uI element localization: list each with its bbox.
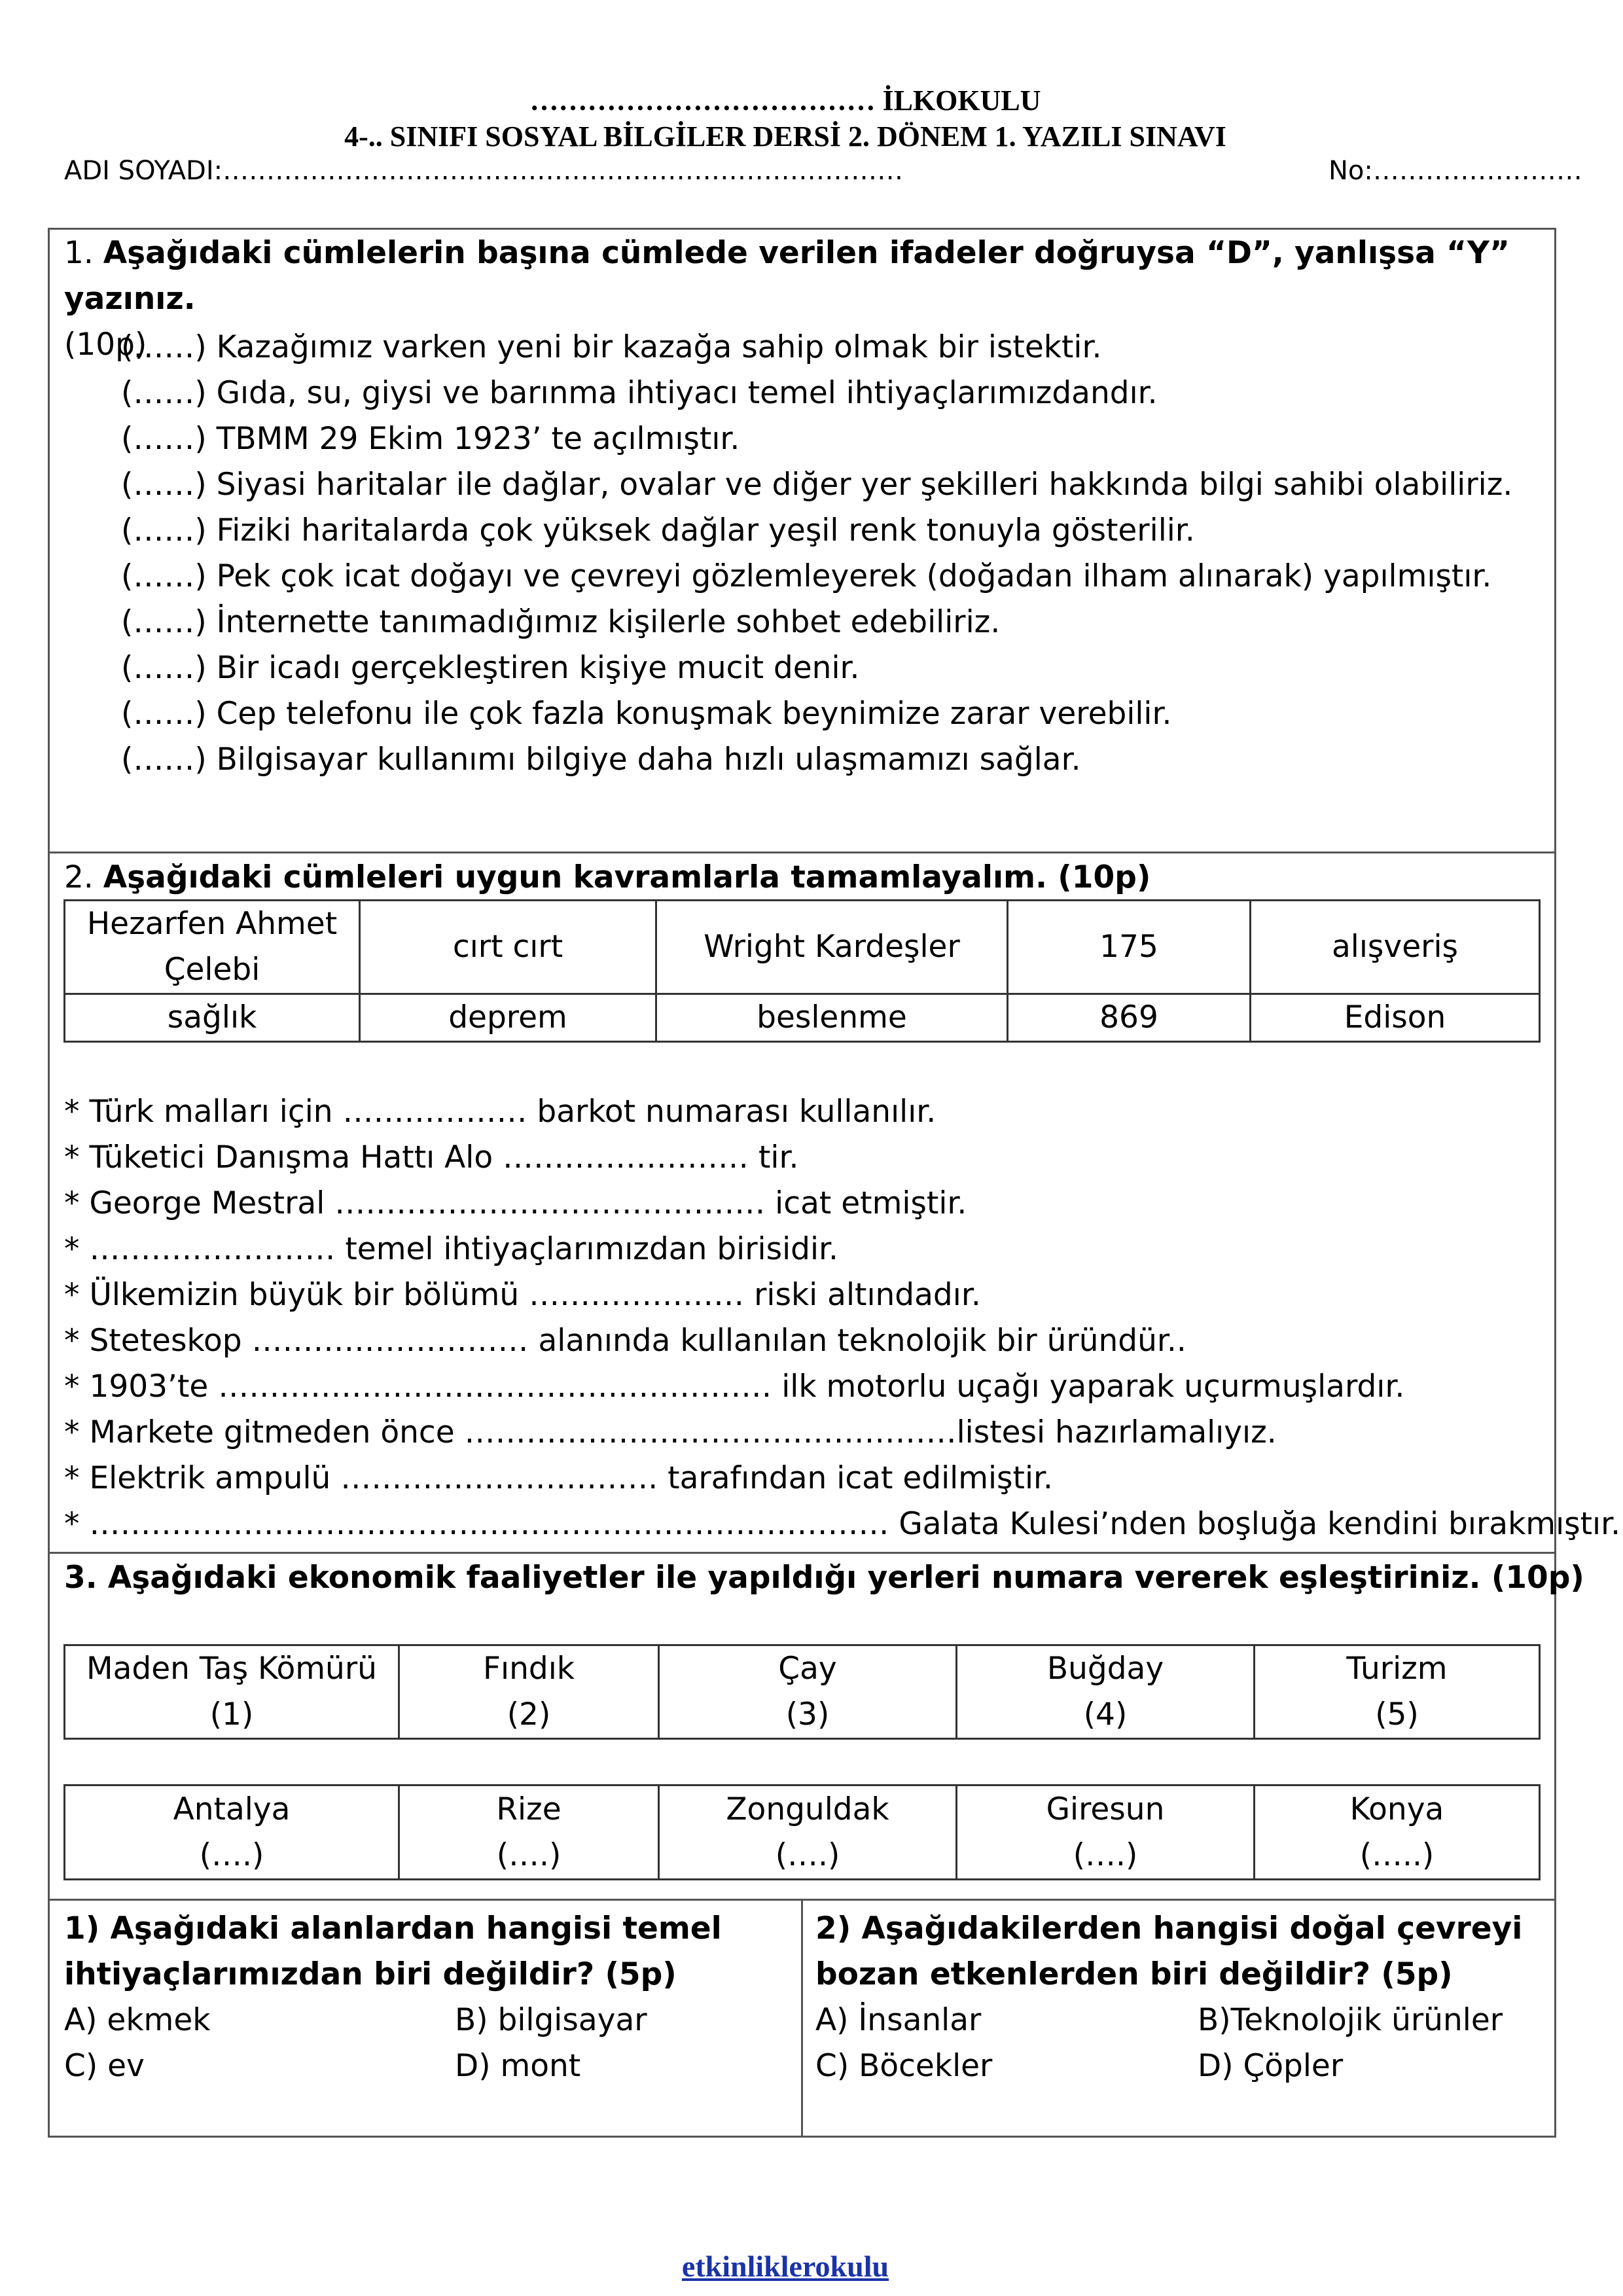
word-cell: 869 [1008, 994, 1251, 1042]
tf-item: (……) Gıda, su, giysi ve barınma ihtiyacı temel ihtiyaçlarımızdandır. [121, 375, 1158, 411]
question-3-title [64, 1555, 1584, 1601]
mc2-option-b: B)Teknolojik ürünler [1198, 2002, 1503, 2038]
fill-blank-sentence: * Steteskop ……………………… alanında kullanılan teknolojik bir üründür.. [64, 1323, 1186, 1359]
fill-blank-sentence: * …………………………………………………………………… Galata Kulesi’nden boşluğa kendini bırakmıştır. [64, 1506, 1621, 1542]
school-name: ……………………………… İLKOKULU [529, 84, 1041, 117]
question-2-title [64, 855, 1150, 901]
tf-item: (……) Kazağımız varken yeni bir kazağa sahip olmak bir istektir. [121, 329, 1102, 365]
name-field: ADI SOYADI:…………………………………………………………………… [64, 156, 904, 186]
word-bank-table [63, 899, 1541, 1043]
mc2-option-d: D) Çöpler [1198, 2048, 1344, 2084]
place-cell: Konya (…..) [1255, 1785, 1540, 1880]
fill-blank-sentence: * Elektrik ampulü …………………………. tarafından icat edilmiştir. [64, 1460, 1053, 1496]
fill-blank-sentence: * George Mestral …………………………………… icat etmiştir. [64, 1185, 967, 1221]
question-text: 3. Aşağıdaki ekonomik faaliyetler ile yapıldığı yerleri numara vererek eşleştiriniz. (10p) [64, 1560, 1584, 1596]
column-divider [801, 1901, 803, 2136]
place-cell: Rize (….) [399, 1785, 659, 1880]
question-text: Aşağıdaki cümlelerin başına cümlede verilen ifadeler doğruysa “D”, yanlışsa “Y” yazınız. [64, 235, 1510, 317]
question-number: 1. [64, 235, 94, 271]
mc2-option-c: C) Böcekler [815, 2048, 993, 2084]
tf-item: (……) Pek çok icat doğayı ve çevreyi gözlemleyerek (doğadan ilham alınarak) yapılmıştır. [121, 558, 1492, 594]
place-cell: Antalya (….) [65, 1785, 399, 1880]
tf-item: (……) Bir icadı gerçekleştiren kişiye mucit denir. [121, 650, 860, 686]
fill-blank-sentence: * 1903’te ……………………………………………… ilk motorlu uçağı yaparak uçurmuşlardır. [64, 1369, 1405, 1405]
word-cell: Edison [1251, 994, 1540, 1042]
activity-cell: Fındık (2) [399, 1645, 659, 1739]
tf-item: (……) Cep telefonu ile çok fazla konuşmak beynimize zarar verebilir. [121, 696, 1172, 732]
word-cell: Hezarfen Ahmet Çelebi [65, 901, 360, 994]
mc-question-2: 2) Aşağıdakilerden hangisi doğal çevreyi bozan etkenlerden biri değildir? (5p) [815, 1910, 1523, 1992]
tf-item: (……) TBMM 29 Ekim 1923’ te açılmıştır. [121, 421, 740, 457]
question-text: Aşağıdaki cümleleri uygun kavramlarla tamamlayalım. (10p) [103, 859, 1151, 895]
fill-blank-sentence: * Ülkemizin büyük bir bölümü ………………… riski altındadır. [64, 1277, 981, 1313]
place-cell: Zonguldak (….) [659, 1785, 957, 1880]
word-cell: alışveriş [1251, 901, 1540, 994]
activity-cell: Çay (3) [659, 1645, 957, 1739]
places-table [63, 1784, 1541, 1880]
tf-item: (……) Siyasi haritalar ile dağlar, ovalar ve diğer yer şekilleri hakkında bilgi sahibi olabiliriz. [121, 467, 1513, 503]
tf-item: (……) Bilgisayar kullanımı bilgiye daha hızlı ulaşmamızı sağlar. [121, 742, 1081, 778]
mc1-option-b: B) bilgisayar [455, 2002, 647, 2038]
footer-link[interactable]: etkinliklerokulu [681, 2250, 889, 2283]
mc2-option-a: A) İnsanlar [815, 2002, 982, 2038]
mc1-option-d: D) mont [455, 2048, 581, 2084]
mc1-option-c: C) ev [64, 2048, 145, 2084]
word-cell: Wright Kardeşler [656, 901, 1008, 994]
word-cell: deprem [360, 994, 656, 1042]
exam-title: 4-.. SINIFI SOSYAL BİLGİLER DERSİ 2. DÖNEM 1. YAZILI SINAVI [344, 120, 1226, 152]
tf-item: (……) İnternette tanımadığımız kişilerle sohbet edebiliriz. [121, 604, 1001, 640]
place-cell: Giresun (….) [957, 1785, 1255, 1880]
number-field: No:…………………… [1329, 156, 1582, 186]
fill-blank-sentence: * Türk malları için ……………… barkot numarası kullanılır. [64, 1094, 936, 1130]
fill-blank-sentence: * Markete gitmeden önce …………………………………………listesi hazırlamalıyız. [64, 1414, 1277, 1450]
mc-question-1: 1) Aşağıdaki alanlardan hangisi temel ihtiyaçlarımızdan biri değildir? (5p) [64, 1910, 722, 1992]
mc1-option-a: A) ekmek [64, 2002, 211, 2038]
tf-item: (……) Fiziki haritalarda çok yüksek dağlar yeşil renk tonuyla gösterilir. [121, 512, 1195, 548]
question-points: (10p) [64, 327, 147, 363]
question-number: 2. [64, 859, 94, 895]
activity-cell: Maden Taş Kömürü (1) [65, 1645, 399, 1739]
word-cell: beslenme [656, 994, 1008, 1042]
activities-table [63, 1644, 1541, 1740]
word-cell: cırt cırt [360, 901, 656, 994]
activity-cell: Turizm (5) [1255, 1645, 1540, 1739]
word-cell: sağlık [65, 994, 360, 1042]
activity-cell: Buğday (4) [957, 1645, 1255, 1739]
fill-blank-sentence: * …………………… temel ihtiyaçlarımızdan birisidir. [64, 1231, 838, 1267]
word-cell: 175 [1008, 901, 1251, 994]
fill-blank-sentence: * Tüketici Danışma Hattı Alo …………………… tir. [64, 1139, 799, 1175]
